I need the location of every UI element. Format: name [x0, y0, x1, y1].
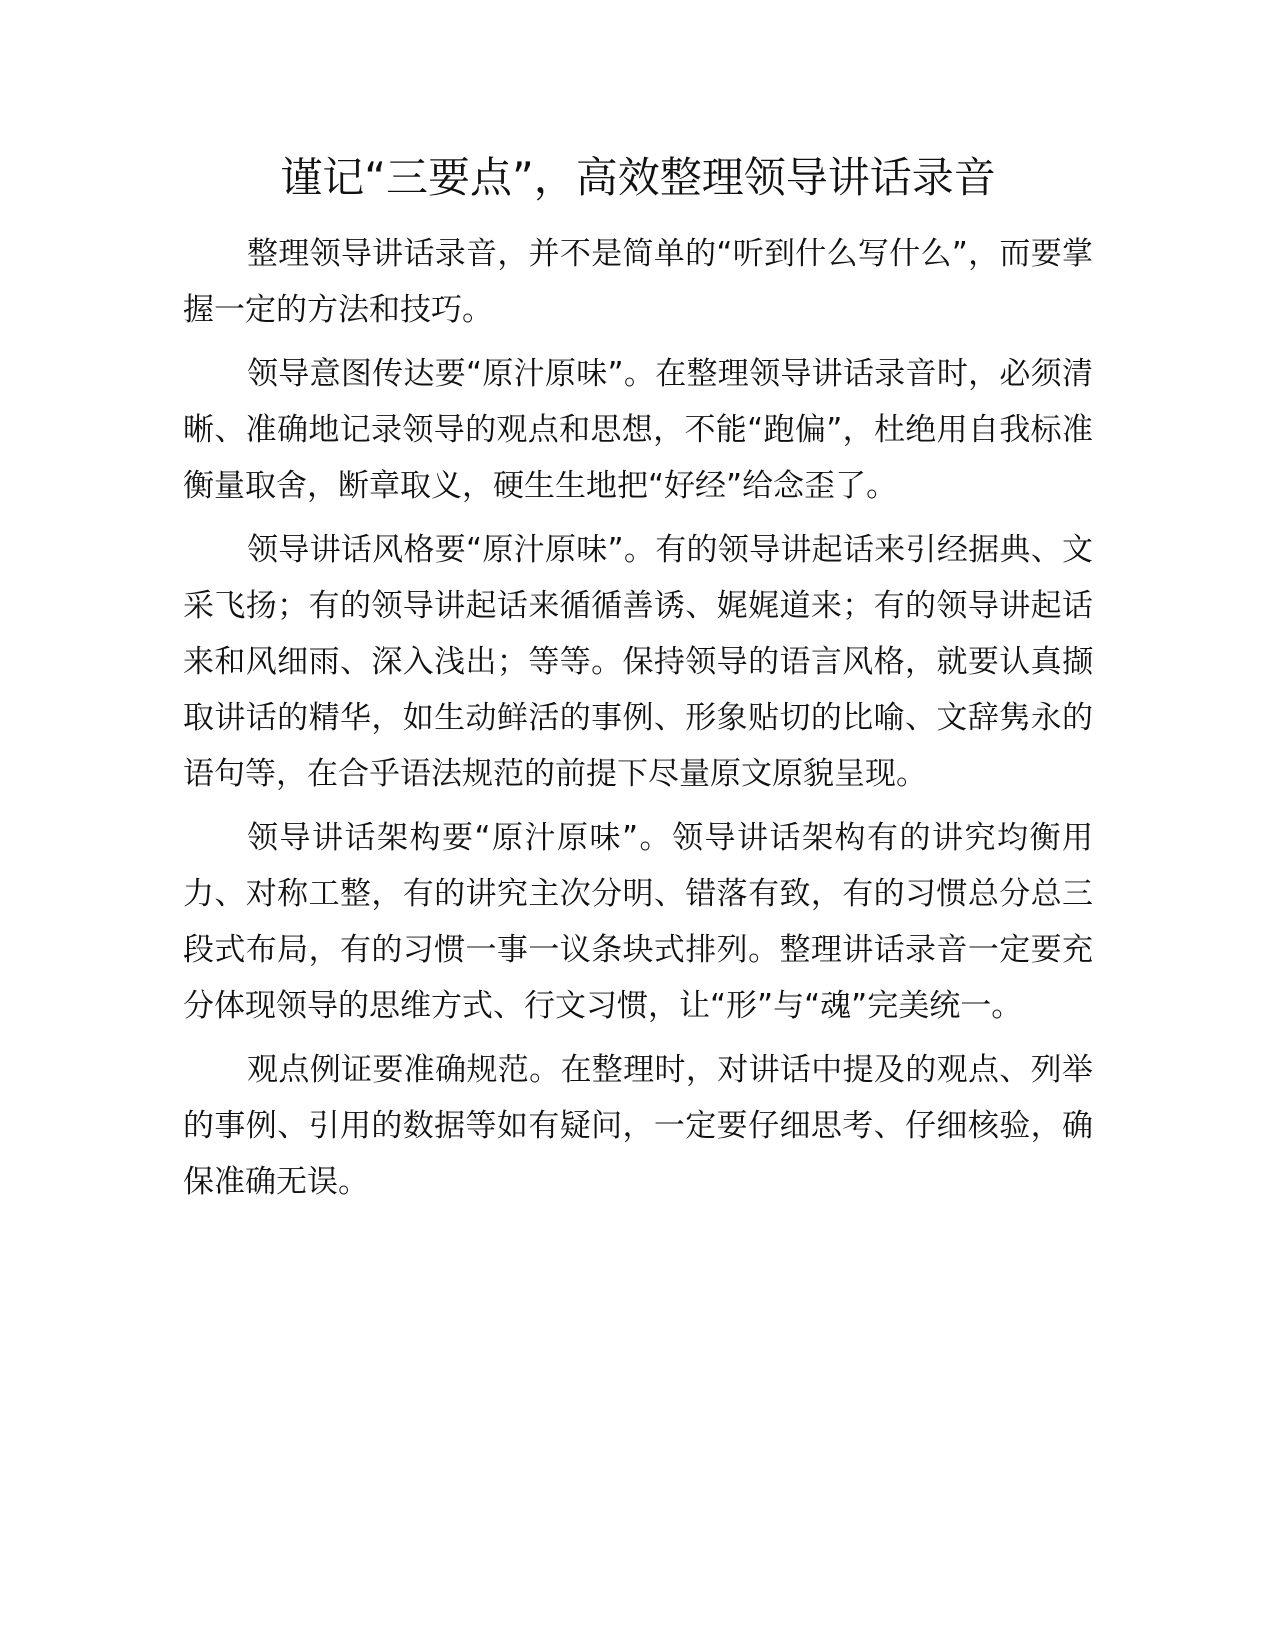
paragraph-intent: 领导意图传达要“原汁原味”。在整理领导讲话录音时，必须清晰、准确地记录领导的观点和思想，不能“跑偏”，杜绝用自我标准衡量取舍，断章取义，硬生生地把“好经”给念歪了。 — [183, 356, 1093, 504]
paragraph-style: 领导讲话风格要“原汁原味”。有的领导讲起话来引经据典、文采飞扬；有的领导讲起话来循循善诱、娓娓道来；有的领导讲起话来和风细雨、深入浅出；等等。保持领导的语言风格，就要认真撷取讲话的精华，如生动鲜活的事例、形象贴切的比喻、文辞隽永的语句等，在合乎语法规范的前提下尽量原文原貌呈现。 — [183, 532, 1093, 792]
paragraph-structure: 领导讲话架构要“原汁原味”。领导讲话架构有的讲究均衡用力、对称工整，有的讲究主次分明、错落有致，有的习惯总分总三段式布局，有的习惯一事一议条块式排列。整理讲话录音一定要充分体现领导的思维方式、行文习惯，让“形”与“魂”完美统一。 — [183, 820, 1093, 1024]
paragraph-evidence: 观点例证要准确规范。在整理时，对讲话中提及的观点、列举的事例、引用的数据等如有疑问，一定要仔细思考、仔细核验，确保准确无误。 — [183, 1052, 1093, 1200]
paragraph-intro: 整理领导讲话录音，并不是简单的“听到什么写什么”，而要掌握一定的方法和技巧。 — [183, 236, 1093, 328]
document-body — [183, 226, 1093, 1210]
document-title: 谨记“三要点”，高效整理领导讲话录音 — [280, 153, 996, 202]
